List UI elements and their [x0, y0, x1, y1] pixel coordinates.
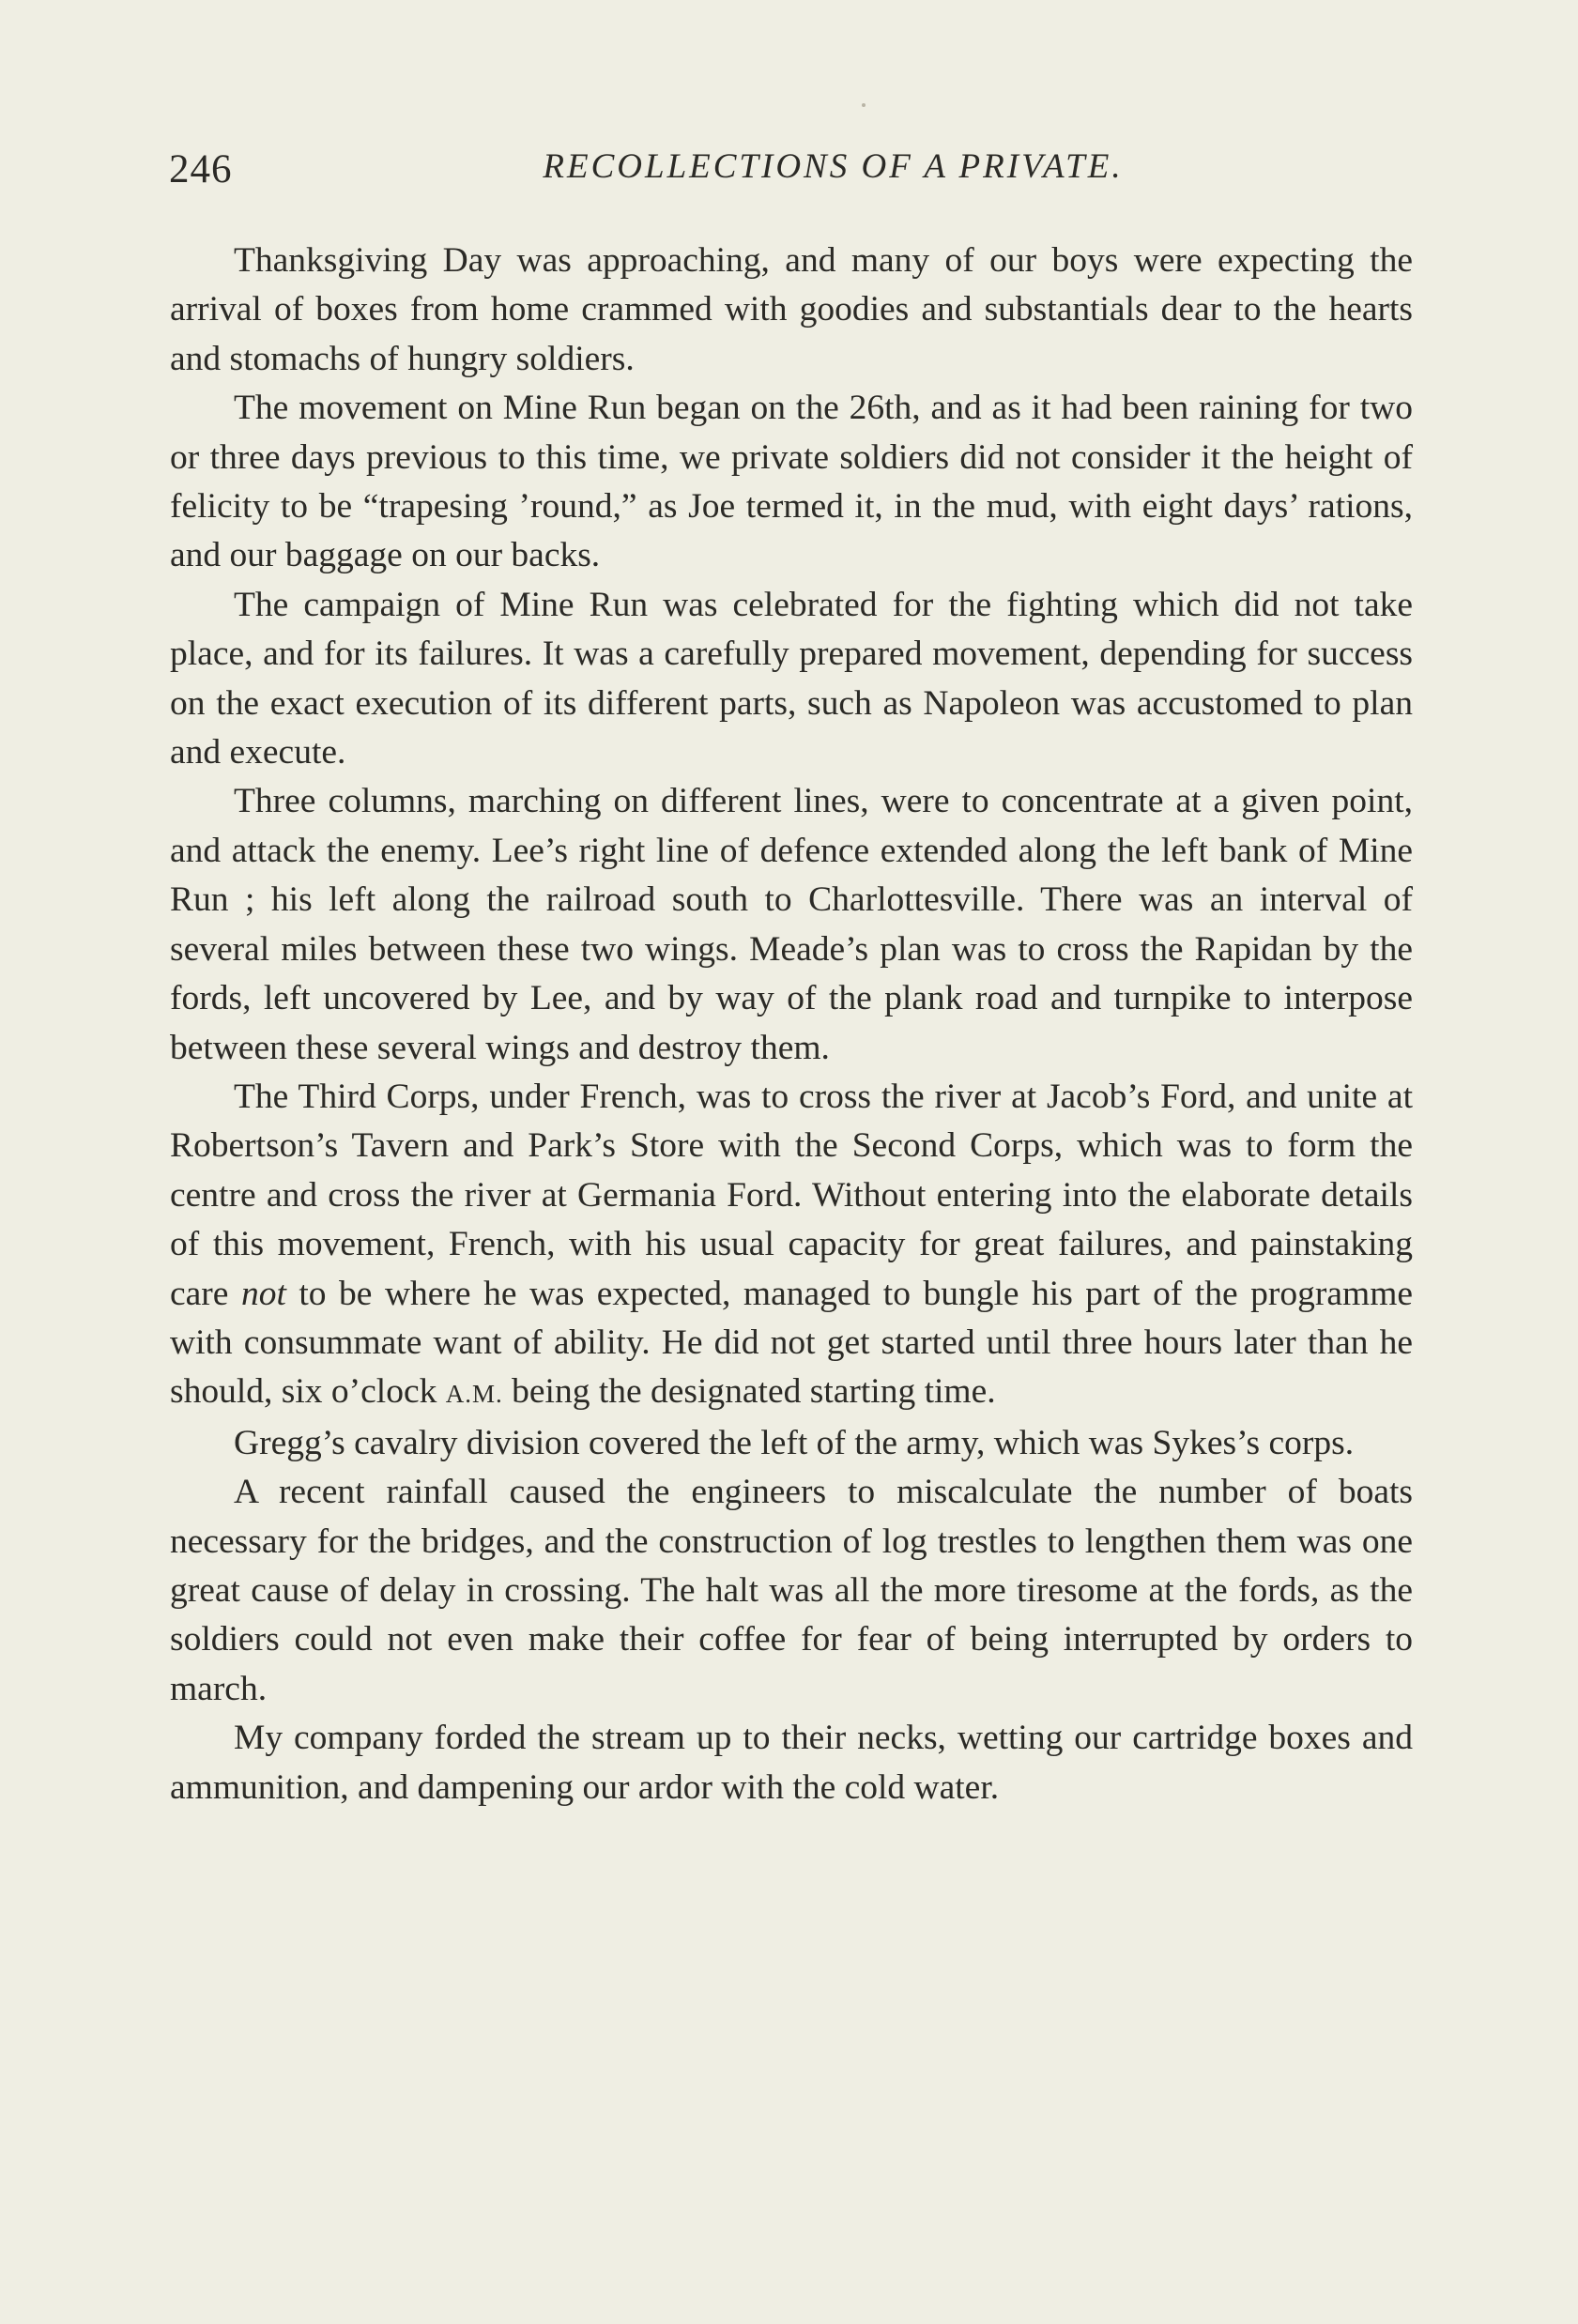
page-header: [169, 141, 1413, 206]
paragraph-5: [170, 1073, 1413, 1419]
small-caps-time: A.M.: [445, 1380, 503, 1409]
paragraph-7: A recent rainfall caused the engineers to miscalculate the number of boats necessary for the bridges, and the construction of log trestles to lengthen them was one great cause of delay in crossing. The halt was all the more tiresome at the fords, as the soldiers could not even make their coffee for fear of being interrupted by orders to march.: [170, 1473, 1413, 1708]
paragraph-5-part-a: The Third Corps, under French, was to cross the river at Jacob’s Ford, and unite at Robertson’s Tavern and Park’s Store with the Second Corps, which was to form the centre and cross the river at Germania Ford. Without entering into the elaborate details of this movement, French, with his usual capacity for great failures, and painstaking care: [170, 1077, 1413, 1313]
paragraph-6: Gregg’s cavalry division covered the left of the army, which was Sykes’s corps.: [234, 1423, 1355, 1462]
body-text: [170, 237, 1413, 1812]
paragraph-5-part-b: to be where he was expected, managed to bungle his part of the programme with consummate want of ability. He did not get started until three hours later than he should, six o’clock: [170, 1274, 1414, 1412]
paragraph-2: The movement on Mine Run began on the 26th, and as it had been raining for two or three days previous to this time, we private soldiers did not consider it the height of felicity to be “trapesing ’round,” as Joe termed it, in the mud, with eight days’ rations, and our baggage on our backs.: [170, 389, 1413, 575]
paragraph-5-part-c: being the designated starting time.: [512, 1372, 996, 1412]
paragraph-1: Thanksgiving Day was approaching, and many of our boys were expecting the arrival of boxes from home crammed with goodies and substantials dear to the hearts and stomachs of hungry soldiers.: [170, 241, 1413, 378]
paragraph-8: My company forded the stream up to their necks, wetting our cartridge boxes and ammunition, and dampening our ardor with the cold water.: [170, 1719, 1413, 1807]
paper-speck: [862, 103, 866, 107]
emphasized-word: not: [240, 1274, 286, 1313]
page-number: 246: [169, 147, 233, 191]
running-title: RECOLLECTIONS OF A PRIVATE.: [543, 147, 1124, 186]
paragraph-3: The campaign of Mine Run was celebrated for the fighting which did not take place, and for its failures. It was a carefully prepared movement, depending for success on the exact execution of its different parts, such as Napoleon was accustomed to plan and execute.: [170, 585, 1413, 772]
paragraph-4: Three columns, marching on different lines, were to concentrate at a given point, and attack the enemy. Lee’s right line of defence extended along the left bank of Mine Run ; his left along the railroad south to Charlottesville. There was an interval of several miles between these two wings. Meade’s plan was to cross the Rapidan by the fords, left uncovered by Lee, and by way of the plank road and turnpike to interpose between these several wings and destroy them.: [170, 782, 1413, 1067]
